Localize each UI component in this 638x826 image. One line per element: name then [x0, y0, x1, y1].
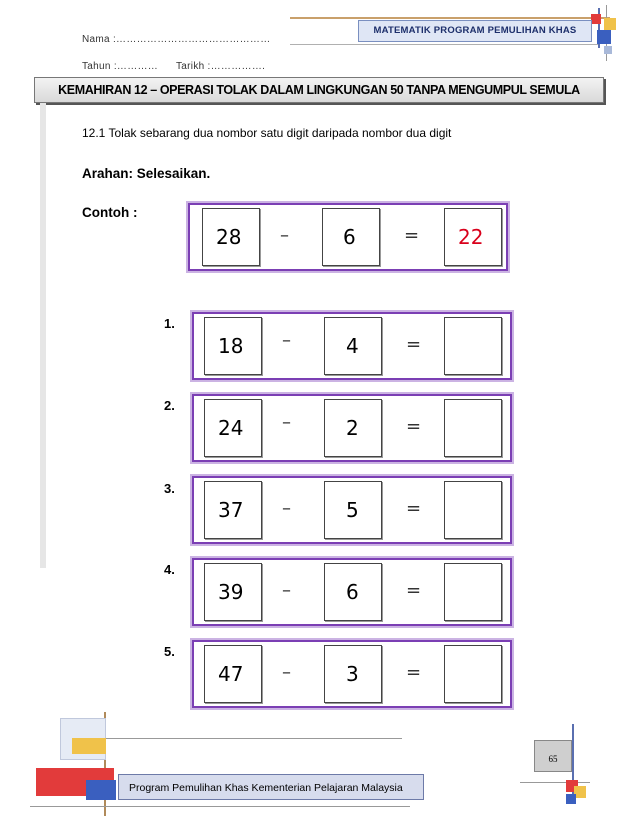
decoration-square	[86, 780, 116, 800]
equals-sign: =	[406, 334, 422, 355]
question-row	[192, 476, 512, 544]
question-row	[192, 394, 512, 462]
decoration-square	[72, 738, 106, 754]
decoration-square	[566, 794, 576, 804]
minuend: 47	[218, 662, 244, 686]
minus-sign: –	[280, 225, 289, 246]
nama-field: Nama :………………………………………	[82, 34, 271, 45]
question-row	[192, 312, 512, 380]
equals-sign: =	[406, 662, 422, 683]
decoration-square	[591, 14, 601, 24]
footer-text: Program Pemulihan Khas Kementerian Pelajaran Malaysia	[118, 774, 424, 800]
question-label: 3.	[164, 481, 175, 496]
minus-sign: –	[282, 580, 291, 601]
header-decoration	[290, 44, 600, 45]
program-title: MATEMATIK PROGRAM PEMULIHAN KHAS	[358, 20, 592, 42]
footer-decoration	[520, 782, 590, 783]
minuend: 39	[218, 580, 244, 604]
equals-sign: =	[406, 416, 422, 437]
answer-box[interactable]	[444, 645, 502, 703]
subtrahend: 2	[346, 416, 359, 440]
example-row	[188, 203, 508, 271]
subtrahend: 6	[343, 225, 356, 249]
tahun-field: Tahun :…………	[82, 61, 159, 72]
margin-rule	[40, 103, 46, 568]
answer-box[interactable]	[444, 399, 502, 457]
subtrahend: 4	[346, 334, 359, 358]
header-decoration	[290, 17, 610, 19]
subtrahend: 3	[346, 662, 359, 686]
minus-sign: –	[282, 498, 291, 519]
question-label: 5.	[164, 644, 175, 659]
decoration-square	[604, 46, 612, 54]
footer-decoration	[62, 738, 402, 739]
question-row	[192, 558, 512, 626]
minuend: 37	[218, 498, 244, 522]
question-label: 1.	[164, 316, 175, 331]
page-number: 65	[534, 740, 572, 772]
footer-decoration	[30, 806, 410, 807]
subtopic: 12.1 Tolak sebarang dua nombor satu digit daripada nombor dua digit	[82, 126, 452, 140]
equals-sign: =	[404, 225, 420, 246]
answer-box[interactable]	[444, 563, 502, 621]
question-row	[192, 640, 512, 708]
answer-box[interactable]	[444, 317, 502, 375]
equals-sign: =	[406, 580, 422, 601]
skill-banner: KEMAHIRAN 12 – OPERASI TOLAK DALAM LINGKUNGAN 50 TANPA MENGUMPUL SEMULA	[34, 77, 604, 103]
subtrahend: 5	[346, 498, 359, 522]
minuend: 28	[216, 225, 242, 249]
minus-sign: –	[282, 662, 291, 683]
minus-sign: –	[282, 412, 291, 433]
answer-box[interactable]	[444, 481, 502, 539]
subtrahend: 6	[346, 580, 359, 604]
question-label: 2.	[164, 398, 175, 413]
question-label: 4.	[164, 562, 175, 577]
tarikh-field: Tarikh :…………….	[176, 61, 266, 72]
example-answer: 22	[458, 225, 484, 249]
equals-sign: =	[406, 498, 422, 519]
minuend: 24	[218, 416, 244, 440]
minuend: 18	[218, 334, 244, 358]
decoration-square	[597, 30, 611, 44]
example-label: Contoh :	[82, 205, 138, 220]
decoration-square	[604, 18, 616, 30]
instruction: Arahan: Selesaikan.	[82, 166, 211, 181]
minus-sign: –	[282, 330, 291, 351]
